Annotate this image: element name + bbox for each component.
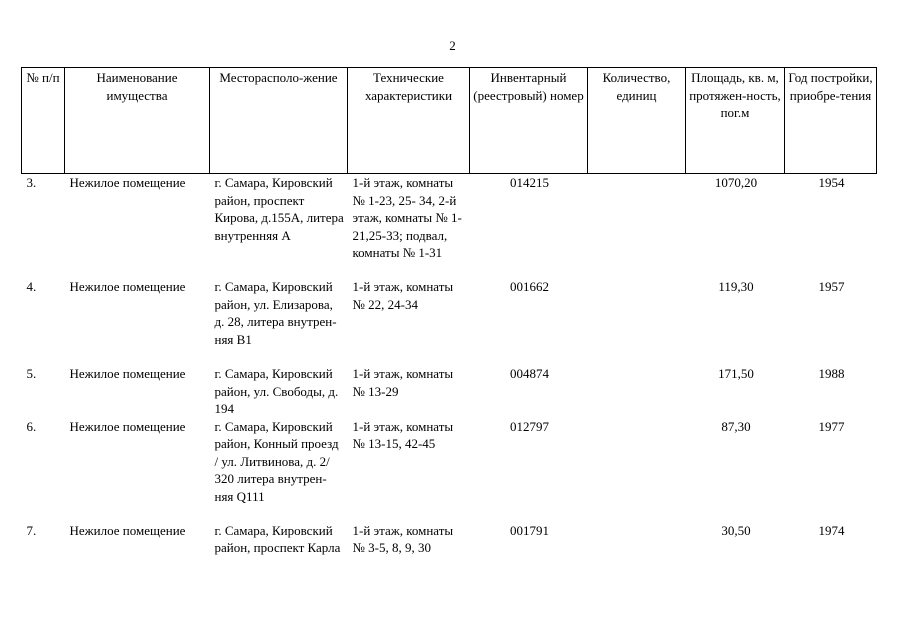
header-year: Год постройки, приобре-тения (785, 68, 877, 174)
header-area: Площадь, кв. м, протяжен-ность, пог.м (686, 68, 785, 174)
cell-name: Нежилое помещение (69, 366, 186, 381)
cell-tech: 1-й этаж, комнаты № 1-23, 25- 34, 2-й этаж, комнаты № 1-21,25-33; подвал, комнаты № 1-31 (352, 175, 462, 260)
cell-tech: 1-й этаж, комнаты № 13-15, 42-45 (352, 418, 454, 451)
header-quantity: Количество, единиц (588, 68, 686, 174)
header-name: Наименование имущества (65, 68, 210, 174)
page-number: 2 (449, 38, 456, 53)
table-header-row (22, 68, 877, 174)
cell-inventory: 001662 (510, 279, 549, 294)
cell-year: 1974 (818, 522, 845, 538)
cell-quantity (588, 365, 686, 418)
cell-area: 30,50 (721, 522, 751, 538)
cell-location: г. Самара, Кировский район, проспект Карла (214, 522, 341, 555)
header-tech: Технические характеристики (348, 68, 470, 174)
header-inventory: Инвентарный (реестровый) номер (470, 68, 588, 174)
cell-location: г. Самара, Кировский район, проспект Кирова, д.155А, литера внутренняя А (214, 175, 344, 243)
property-registry-table (21, 67, 877, 582)
cell-quantity (588, 174, 686, 279)
cell-num: 7. (26, 522, 37, 538)
cell-name: Нежилое помещение (69, 175, 186, 190)
cell-area: 119,30 (718, 279, 754, 294)
cell-tech: 1-й этаж, комнаты № 22, 24-34 (352, 279, 454, 312)
header-num: № п/п (22, 68, 65, 174)
cell-year: 1957 (818, 279, 845, 294)
cell-num: 6. (26, 418, 37, 434)
cell-inventory: 014215 (510, 175, 549, 190)
cell-location: г. Самара, Кировский район, ул. Свободы, д. 194 (214, 366, 339, 416)
table-row (22, 278, 877, 365)
cell-inventory: 001791 (510, 522, 549, 538)
cell-quantity (588, 522, 686, 582)
cell-area: 1070,20 (714, 175, 758, 190)
cell-year: 1954 (818, 175, 845, 190)
cell-year: 1988 (818, 366, 845, 381)
cell-quantity (588, 278, 686, 365)
cell-quantity (588, 418, 686, 522)
table-row (22, 174, 877, 279)
cell-num: 3. (26, 175, 37, 190)
cell-inventory: 004874 (510, 366, 549, 381)
cell-name: Нежилое помещение (69, 418, 186, 434)
cell-year: 1977 (818, 418, 845, 434)
cell-tech: 1-й этаж, комнаты № 3-5, 8, 9, 30 (352, 522, 454, 555)
cell-num: 4. (26, 279, 37, 294)
cell-tech: 1-й этаж, комнаты № 13-29 (352, 366, 454, 399)
cell-name: Нежилое помещение (69, 522, 186, 538)
table-row (22, 418, 877, 522)
cell-area: 87,30 (721, 418, 751, 434)
cell-inventory: 012797 (510, 418, 549, 434)
cell-num: 5. (26, 366, 37, 381)
table-row (22, 522, 877, 582)
cell-location: г. Самара, Кировский район, ул. Елизарова, д. 28, литера внутрен-няя В1 (214, 279, 337, 347)
cell-area: 171,50 (718, 366, 754, 381)
cell-location: г. Самара, Кировский район, Конный проезд / ул. Литвинова, д. 2/ 320 литера внутрен-няя Q111 (214, 418, 339, 504)
cell-name: Нежилое помещение (69, 279, 186, 294)
header-location: Месторасполо-жение (210, 68, 348, 174)
table-row (22, 365, 877, 418)
